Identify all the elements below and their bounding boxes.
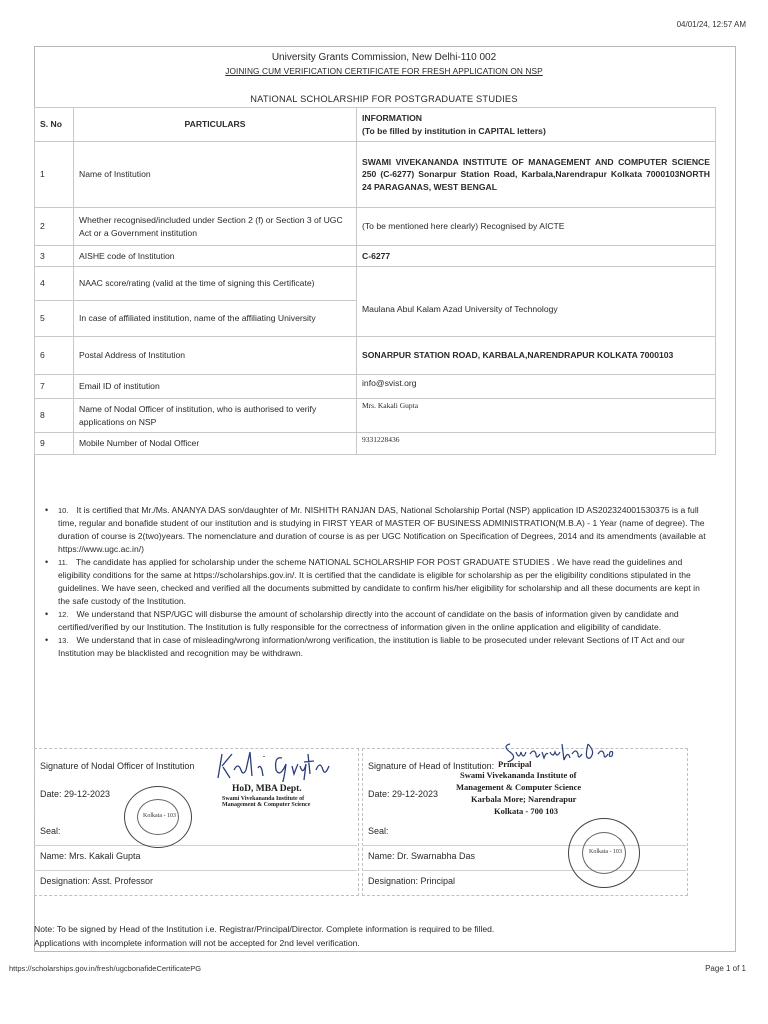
row-particular: AISHE code of Institution (74, 246, 357, 267)
print-timestamp: 04/01/24, 12:57 AM (676, 20, 746, 29)
head-stamp-line: Swami Vivekananda Institute of (460, 770, 577, 780)
head-stamp-title: Principal (498, 759, 532, 769)
nodal-stamp-line: Management & Computer Science (222, 802, 311, 808)
divider (362, 870, 686, 871)
print-url: https://scholarships.gov.in/fresh/ugcbonafideCertificatePG (9, 964, 202, 973)
row-particular: Name of Nodal Officer of institution, who is authorised to verify applications on NSP (74, 399, 357, 433)
footnote-line: Note: To be signed by Head of the Institution i.e. Registrar/Principal/Director. Complete information is required to be filled. (34, 924, 495, 934)
table-row (35, 399, 716, 433)
declaration-item (44, 608, 712, 634)
row-number: 4 (35, 267, 74, 301)
scheme-title: NATIONAL SCHOLARSHIP FOR POSTGRADUATE STUDIES (250, 94, 518, 104)
row-particular: Whether recognised/included under Section 2 (f) or Section 3 of UGC Act or a Government institution (74, 208, 357, 246)
particulars-table (34, 107, 716, 455)
table-row (35, 337, 716, 375)
declaration-number: 12. (58, 610, 69, 619)
row-particular: Email ID of institution (74, 375, 357, 399)
declaration-number: 11. (58, 558, 68, 567)
nodal-institution-seal (124, 786, 192, 848)
row-number: 8 (35, 399, 74, 433)
table-row (35, 208, 716, 246)
row-particular: In case of affiliated institution, name of the affiliating University (74, 301, 357, 337)
head-institution-seal (568, 818, 640, 888)
declaration-number: 10. (58, 506, 69, 515)
table-row (35, 142, 716, 208)
head-signature-label: Signature of Head of Institution: (368, 761, 495, 771)
nodal-stamp-line: Swami Vivekananda Institute of (222, 796, 305, 802)
head-date: Date: 29-12-2023 (368, 789, 439, 799)
row-number: 2 (35, 208, 74, 246)
table-row (35, 301, 716, 337)
row-number: 1 (35, 142, 74, 208)
nodal-stamp-title: HoD, MBA Dept. (232, 784, 302, 794)
declaration-text: We understand that in case of misleading/wrong information/wrong verification, the institution is liable to be prosecuted under relevant Sections of IT Act and our Institution may be blacklisted and recognition may be withdrawn. (58, 635, 685, 658)
declaration-number: 13. (58, 636, 69, 645)
declaration-text: We understand that NSP/UGC will disburse the amount of scholarship directly into the account of candidate on the basis of information given by candidate and certified/verified by our Institution. The Institution is fully responsible for the correctness of information given in the online application and eligibility of candidate. (58, 609, 679, 632)
row-number: 5 (35, 301, 74, 337)
row-number: 9 (35, 433, 74, 455)
row-info: Mrs. Kakali Gupta (357, 399, 716, 433)
page-number: Page 1 of 1 (705, 964, 746, 973)
row-info: SWAMI VIVEKANANDA INSTITUTE OF MANAGEMENT AND COMPUTER SCIENCE 250 (C-6277) Sonarpur Station Road, Karbala,Narendrapur Kolkata 7000103NORTH 24 PARAGANAS, WEST BENGAL (357, 142, 716, 208)
row-info (357, 267, 716, 301)
col-sno-header: S. No (35, 108, 74, 142)
row-number: 7 (35, 375, 74, 399)
head-designation: Designation: Principal (368, 876, 456, 886)
row-info: info@svist.org (357, 375, 716, 399)
declaration-text: It is certified that Mr./Ms. ANANYA DAS son/daughter of Mr. NISHITH RANJAN DAS, National Scholarship Portal (NSP) application ID AS202324001530375 is a full time, regular and bonafide student of our institution and is studying in FIRST YEAR of MASTER OF BUSINESS ADMINISTRATION(M.B.A) - 1 Year (name of degree). The duration of course is 2(two)years. The nomenclature and duration of course is as per UGC Notification on Specification of Degrees, 2014 and its amendments (available at https://www.ugc.ac.in/) (58, 505, 706, 554)
row-info: (To be mentioned here clearly) Recognised by AICTE (357, 208, 716, 246)
seal-center-text: Kolkata - 103 (143, 813, 176, 819)
row-info: Maulana Abul Kalam Azad University of Technology (357, 301, 716, 337)
row-info: SONARPUR STATION ROAD, KARBALA,NARENDRAPUR KOLKATA 7000103 (357, 337, 716, 375)
nodal-name: Name: Mrs. Kakali Gupta (40, 851, 141, 861)
seal-center-text: Kolkata - 103 (589, 849, 622, 855)
nodal-seal-label: Seal: (40, 826, 61, 836)
certificate-title: JOINING CUM VERIFICATION CERTIFICATE FOR FRESH APPLICATION ON NSP (225, 66, 543, 76)
divider (34, 845, 357, 846)
row-particular: Name of Institution (74, 142, 357, 208)
nodal-signature-label: Signature of Nodal Officer of Institution (40, 761, 195, 771)
head-stamp-line: Karbala More; Narendrapur (471, 794, 577, 804)
table-row (35, 375, 716, 399)
table-header-row (35, 108, 716, 142)
col-info-subtitle: (To be filled by institution in CAPITAL letters) (362, 125, 546, 136)
row-info: 9331228436 (357, 433, 716, 455)
footnote (34, 922, 494, 950)
head-name: Name: Dr. Swarnabha Das (368, 851, 476, 861)
declaration-item (44, 504, 712, 556)
declaration-item (44, 556, 712, 608)
declaration-item (44, 634, 712, 660)
ugc-header: University Grants Commission, New Delhi-110 002 (271, 52, 497, 63)
declarations-list (44, 504, 712, 660)
row-particular: Postal Address of Institution (74, 337, 357, 375)
row-info: C-6277 (357, 246, 716, 267)
col-info-header (357, 108, 716, 142)
table-row (35, 246, 716, 267)
nodal-handwritten-signature (212, 748, 347, 782)
col-info-title: INFORMATION (362, 113, 422, 124)
row-number: 3 (35, 246, 74, 267)
row-particular: NAAC score/rating (valid at the time of signing this Certificate) (74, 267, 357, 301)
row-number: 6 (35, 337, 74, 375)
head-stamp-line: Kolkata - 700 103 (494, 806, 558, 816)
col-particulars-header: PARTICULARS (74, 108, 357, 142)
head-seal-label: Seal: (368, 826, 389, 836)
nodal-date: Date: 29-12-2023 (40, 789, 111, 799)
row-particular: Mobile Number of Nodal Officer (74, 433, 357, 455)
declaration-text: The candidate has applied for scholarship under the scheme NATIONAL SCHOLARSHIP FOR POST GRADUATE STUDIES . We have read the guidelines and eligibility conditions for the same at https://scholarships.gov.in/. It is certified that the candidate is eligible for scholarship as per the eligibility conditions stipulated in the guidelines. We have seen, checked and verified all the documents submitted by candidate to confirm his/her eligibility for scholarship and all these documents are kept in the safe custody of the Institution. (58, 557, 700, 606)
footnote-line: Applications with incomplete information will not be accepted for 2nd level verification. (34, 938, 360, 948)
head-stamp-line: Management & Computer Science (456, 782, 582, 792)
nodal-designation: Designation: Asst. Professor (40, 876, 154, 886)
table-row (35, 433, 716, 455)
table-row (35, 267, 716, 301)
divider (34, 870, 357, 871)
